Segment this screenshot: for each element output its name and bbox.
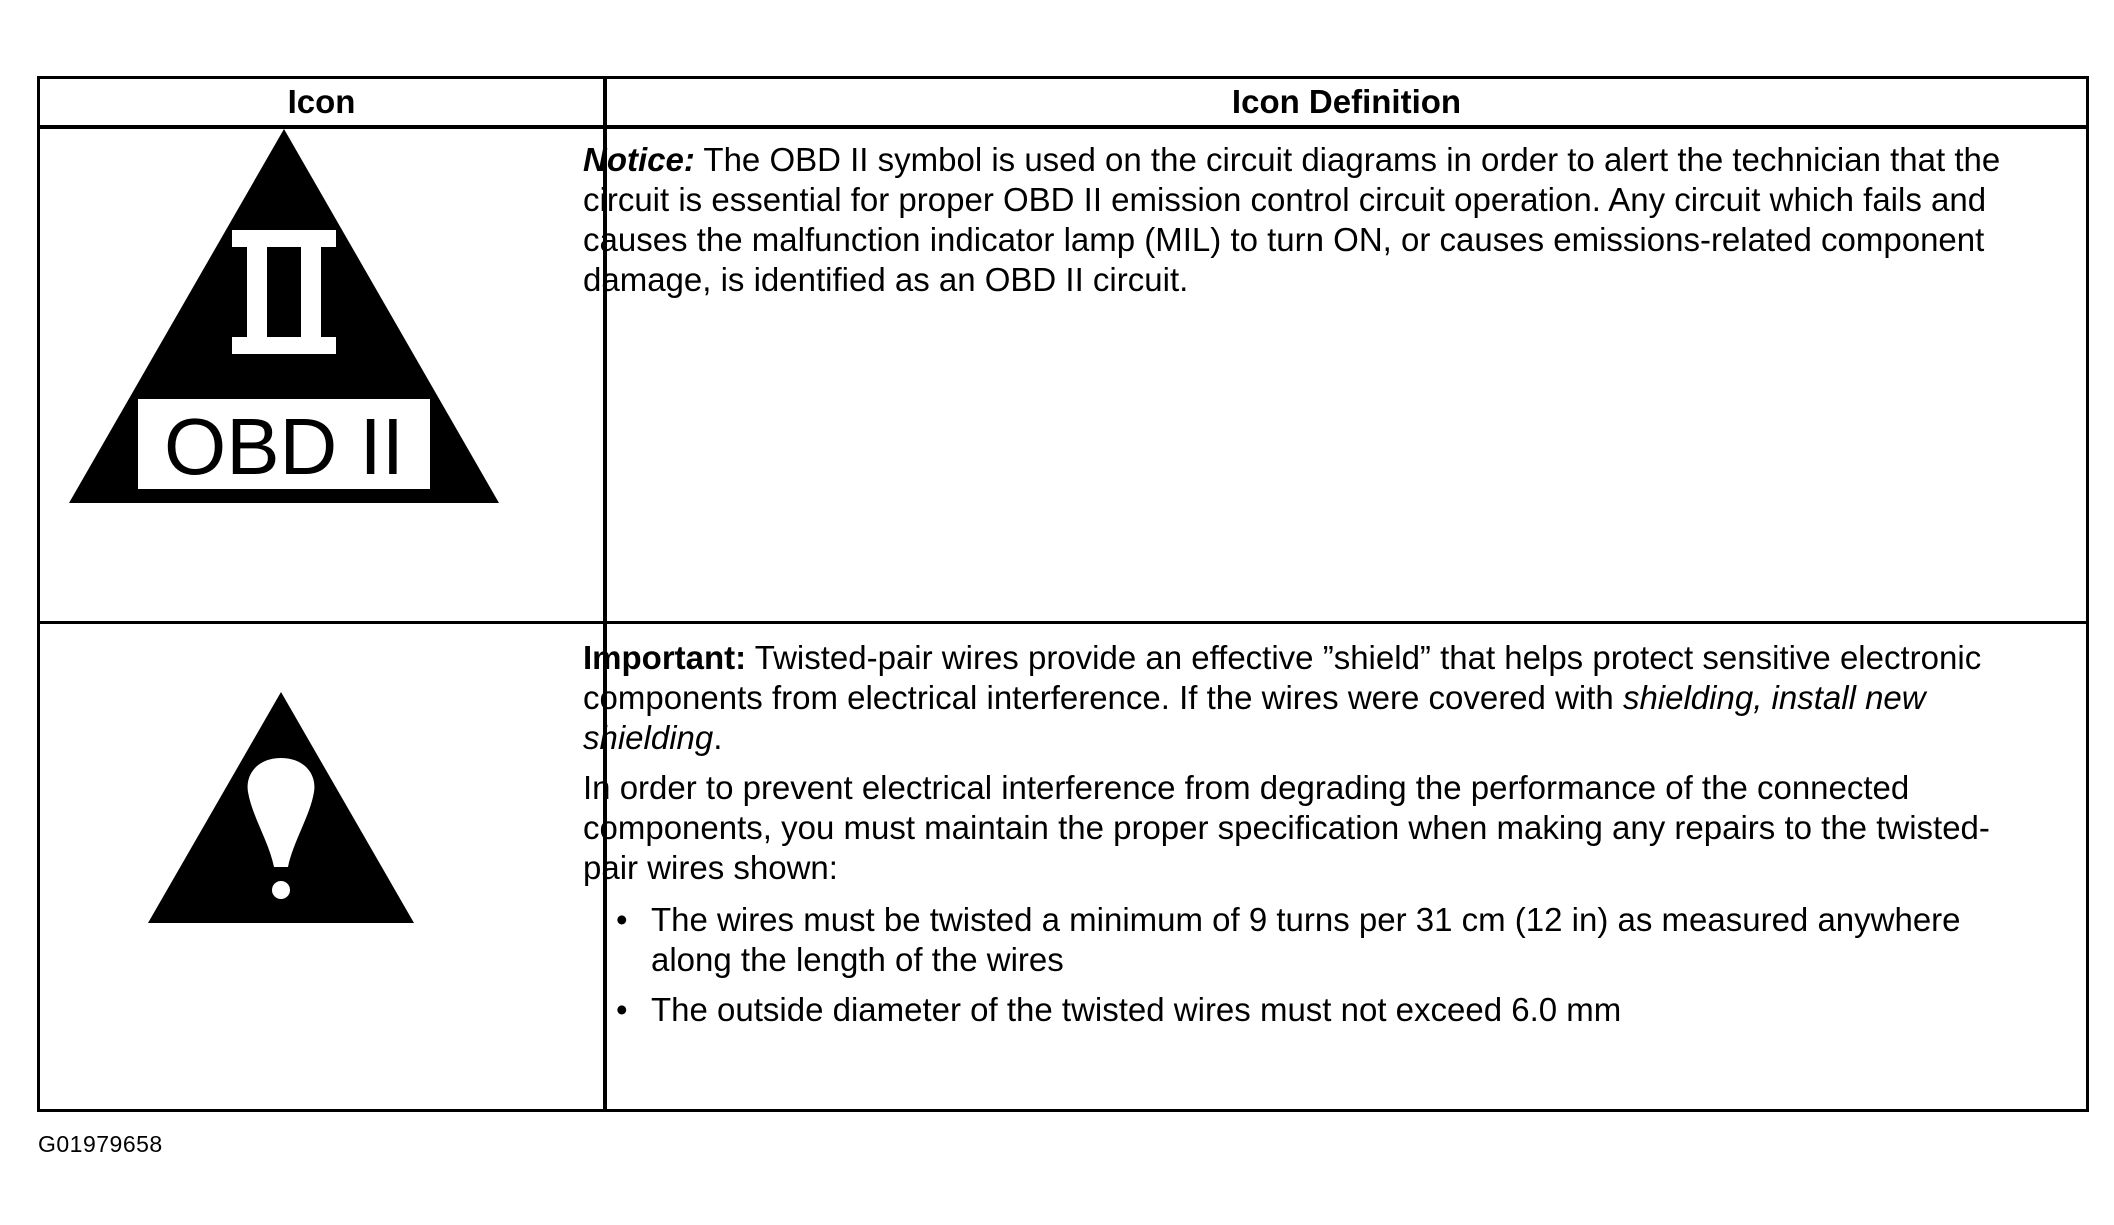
- bullet-icon: •: [616, 991, 628, 1028]
- figure-id: G01979658: [38, 1131, 163, 1157]
- important-paragraph: [583, 638, 2038, 758]
- header-definition-column: Icon Definition: [1231, 83, 1462, 120]
- definition-twisted-pair: [583, 638, 2038, 1040]
- list-item-text: The wires must be twisted a minimum of 9 turns per 31 cm (12 in) as measured anywhere along the length of the wires: [651, 901, 1961, 978]
- caution-exclamation-icon: [148, 692, 414, 923]
- bullet-icon: •: [616, 901, 628, 938]
- header-icon-column: Icon: [287, 83, 356, 120]
- list-item-text: The outside diameter of the twisted wires must not exceed 6.0 mm: [651, 991, 1622, 1028]
- obd-ii-symbol-icon: [69, 129, 499, 503]
- important-period: .: [713, 719, 723, 756]
- notice-paragraph: [583, 140, 2038, 300]
- list-item: [616, 900, 2038, 980]
- important-italic-text: shielding, install new shielding: [583, 679, 1926, 756]
- notice-text: The OBD II symbol is used on the circuit diagrams in order to alert the technician that the circuit is essential for proper OBD II emission control circuit operation. Any circuit which fails and causes the malfunction indicator lamp (MIL) to turn ON, or causes emissions-related component damage, is identified as an OBD II circuit.: [583, 141, 2001, 298]
- notice-label: Notice:: [583, 141, 695, 178]
- important-text: Twisted-pair wires provide an effective ”shield” that helps protect sensitive electronic components from electrical interference. If the wires were covered with: [583, 639, 1982, 716]
- important-label: Important:: [583, 639, 747, 676]
- definition-obd-ii: [583, 140, 2038, 310]
- specification-list: [583, 900, 2038, 1030]
- list-item: [616, 990, 2038, 1030]
- specification-paragraph: In order to prevent electrical interference from degrading the performance of the connected components, you must maintain the proper specification when making any repairs to the twisted-pair wires shown:: [583, 769, 1990, 886]
- obd-ii-label: OBD II: [163, 402, 405, 491]
